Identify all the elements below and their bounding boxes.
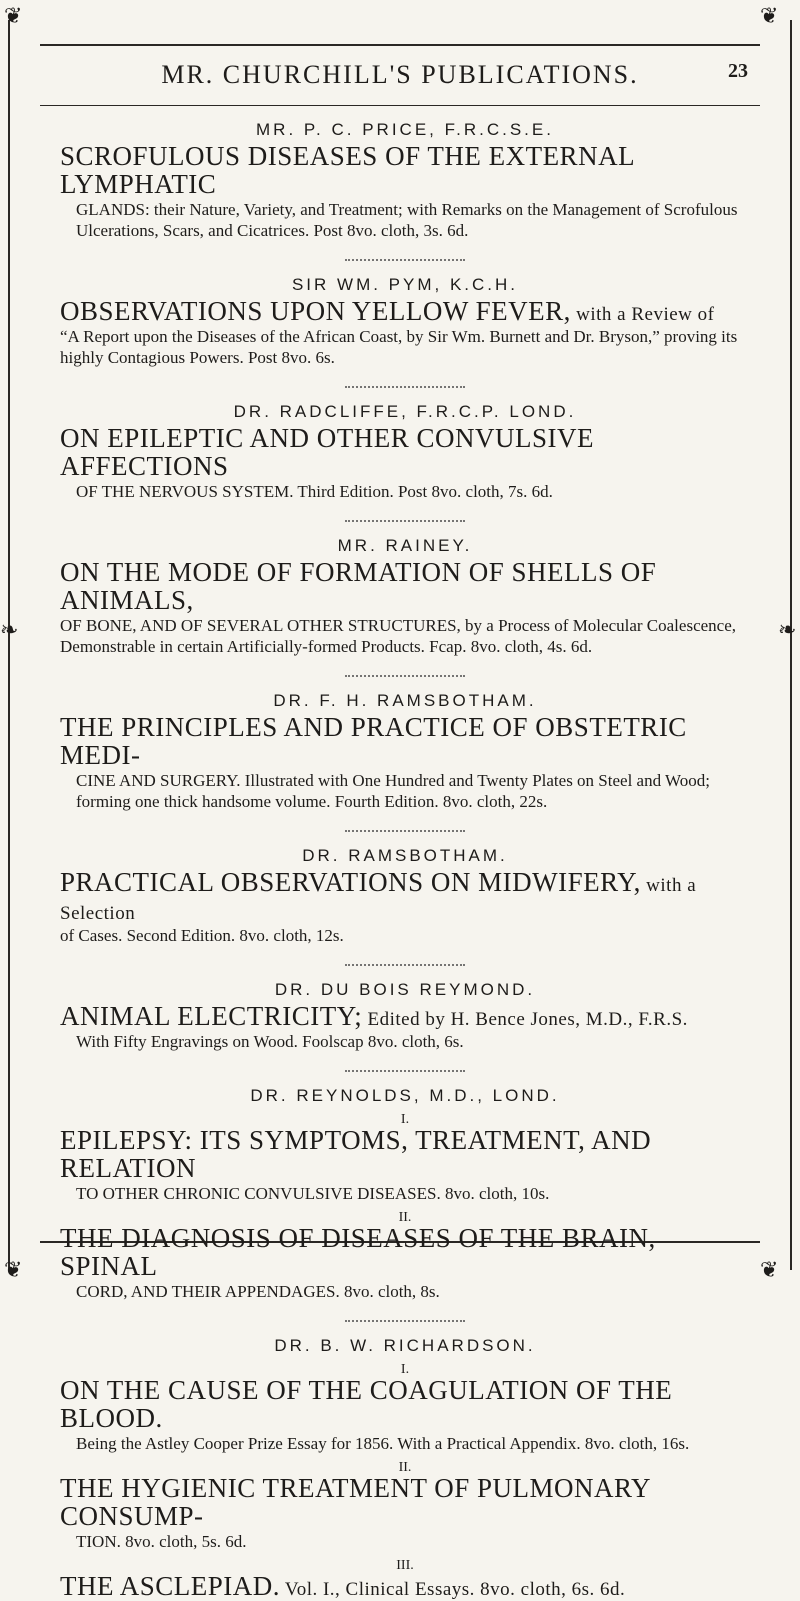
author: DR. B. W. RICHARDSON. [274,1336,536,1355]
book-title: THE ASCLEPIAD. [60,1571,281,1601]
corner-ornament-icon: ❦ [4,4,23,29]
divider [345,669,465,677]
book-title: THE DIAGNOSIS OF DISEASES OF THE BRAIN, SPINAL [60,1223,656,1281]
book-description: With Fifty Engravings on Wood. Foolscap 8vo. cloth, 6s. [76,1032,464,1051]
book-description: GLANDS: their Nature, Variety, and Treatment; with Remarks on the Management of Scrofulous Ulcerations, Scars, and Cicatrices. Post 8vo. cloth, 3s. 6d. [76,200,738,240]
author: DR. F. H. RAMSBOTHAM. [273,691,537,710]
side-ornament-icon: ❧ [778,618,797,643]
item-numeral: II. [398,1210,412,1225]
item-numeral: III. [396,1558,414,1573]
page-number: 23 [728,60,748,82]
book-title-line [60,297,750,325]
divider [345,958,465,966]
author: MR. P. C. PRICE, F.R.C.S.E. [256,120,554,139]
author: DR. DU BOIS REYMOND. [274,980,536,999]
book-description: CORD, AND THEIR APPENDAGES. 8vo. cloth, 8s. [76,1282,440,1301]
book-title-suffix: with a Review of [570,304,715,325]
book-description: Being the Astley Cooper Prize Essay for 1856. With a Practical Appendix. 8vo. cloth, 16s. [76,1434,690,1453]
book-title-line [60,1002,750,1030]
book-description: “A Report upon the Diseases of the African Coast, by Sir Wm. Burnett and Dr. Bryson,” proving its highly Contagious Powers. Post 8vo. 6s. [60,327,738,367]
corner-ornament-icon: ❦ [4,1258,23,1283]
entry-radcliffe [60,402,750,502]
book-title: PRACTICAL OBSERVATIONS ON MIDWIFERY, [60,867,641,897]
side-ornament-icon: ❧ [0,618,19,643]
corner-ornament-icon: ❦ [760,1258,779,1283]
book-title: THE HYGIENIC TREATMENT OF PULMONARY CONSUMP- [60,1473,651,1531]
book-title: ON THE MODE OF FORMATION OF SHELLS OF ANIMALS, [60,557,657,615]
book-description: OF THE NERVOUS SYSTEM. Third Edition. Post 8vo. cloth, 7s. 6d. [76,482,553,501]
divider [345,1314,465,1322]
book-title: ON EPILEPTIC AND OTHER CONVULSIVE AFFECTIONS [60,423,594,481]
entry-f-ramsbotham [60,691,750,812]
catalogue [60,120,750,1600]
book-title-suffix: Edited by H. Bence Jones, M.D., F.R.S. [362,1009,688,1030]
entry-ramsbotham [60,846,750,946]
book-title: ON THE CAUSE OF THE COAGULATION OF THE BLOOD. [60,1375,673,1433]
header-rule [40,105,760,106]
entry-richardson [60,1336,750,1600]
divider [345,1064,465,1072]
entry-pym [60,275,750,368]
author: DR. RADCLIFFE, F.R.C.P. LOND. [233,402,577,421]
entry-price [60,120,750,241]
book-title: SCROFULOUS DISEASES OF THE EXTERNAL LYMPHATIC [60,141,635,199]
book-description: TO OTHER CHRONIC CONVULSIVE DISEASES. 8vo. cloth, 10s. [76,1184,550,1203]
entry-du-bois-reymond [60,980,750,1052]
item-numeral: II. [398,1460,412,1475]
item-numeral: I. [400,1362,410,1377]
item-numeral: I. [400,1112,410,1127]
author: DR. RAMSBOTHAM. [302,846,508,865]
book-title-line [60,868,750,924]
book-title: EPILEPSY: ITS SYMPTOMS, TREATMENT, AND RELATION [60,1125,652,1183]
entry-reynolds [60,1086,750,1302]
right-border [790,20,792,1270]
book-description: of Cases. Second Edition. 8vo. cloth, 12s. [60,926,344,945]
book-description: OF BONE, AND OF SEVERAL OTHER STRUCTURES, by a Process of Molecular Coalescence, Demonstrable in certain Artificially-formed Products. Fcap. 8vo. cloth, 4s. 6d. [60,616,736,656]
book-title: OBSERVATIONS UPON YELLOW FEVER, [60,296,571,326]
book-title-line [60,1572,750,1600]
book-description: CINE AND SURGERY. Illustrated with One Hundred and Twenty Plates on Steel and Wood; forming one thick handsome volume. Fourth Edition. 8vo. cloth, 22s. [76,771,710,811]
divider [345,253,465,261]
running-title: MR. CHURCHILL'S PUBLICATIONS. [161,60,639,89]
book-description: TION. 8vo. cloth, 5s. 6d. [76,1532,247,1551]
book-title-suffix: with a Selection [60,875,697,924]
author: SIR WM. PYM, K.C.H. [291,275,519,294]
divider [345,514,465,522]
top-rule [40,44,760,46]
author: DR. REYNOLDS, M.D., LOND. [250,1086,560,1105]
entry-rainey [60,536,750,657]
left-border [8,20,10,1270]
corner-ornament-icon: ❦ [760,4,779,29]
book-title: ANIMAL ELECTRICITY; [60,1001,363,1031]
author: MR. RAINEY. [337,536,473,555]
book-title: THE PRINCIPLES AND PRACTICE OF OBSTETRIC MEDI- [60,712,687,770]
divider [345,380,465,388]
divider [345,824,465,832]
book-title-suffix: Vol. I., Clinical Essays. 8vo. cloth, 6s. 6d. [280,1579,626,1600]
